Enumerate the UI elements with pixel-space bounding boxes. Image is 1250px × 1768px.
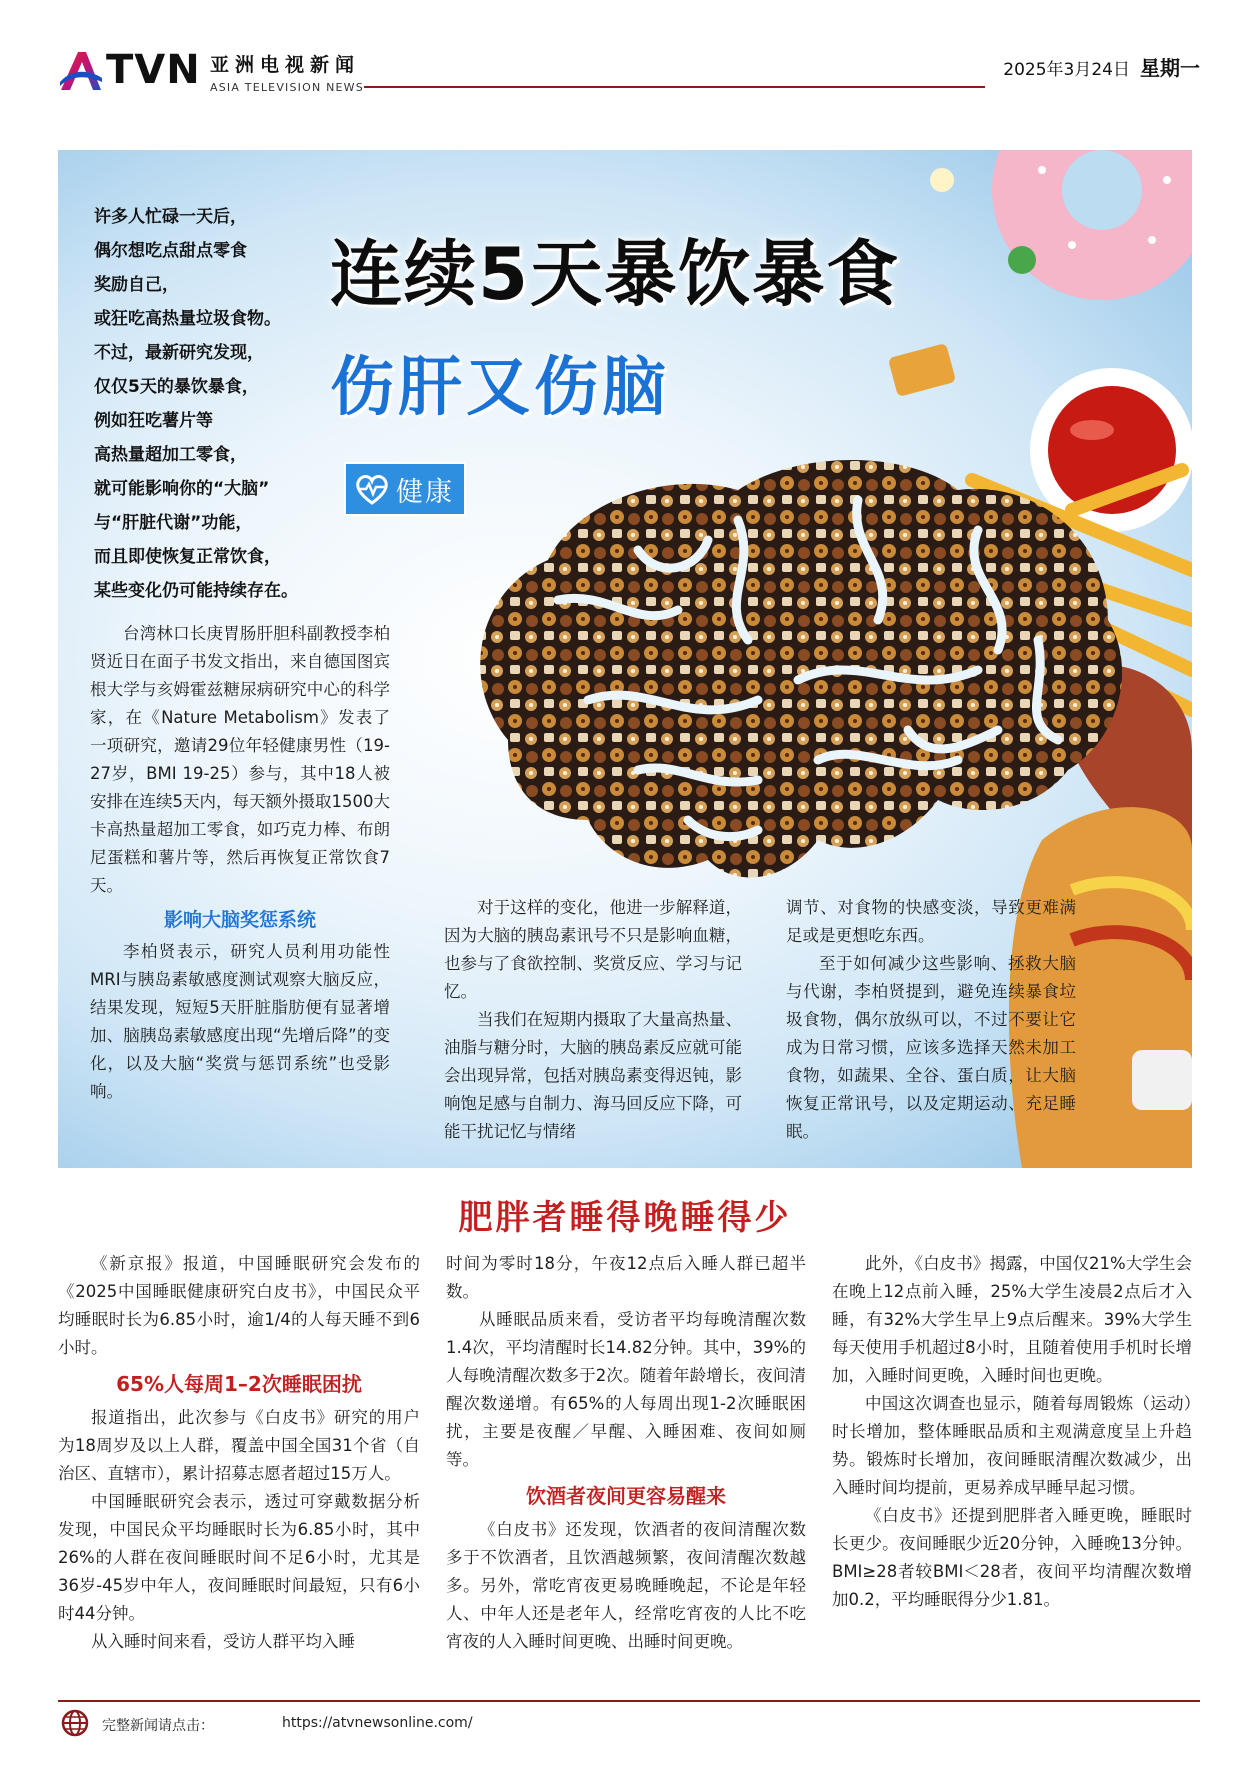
globe-icon: [60, 1708, 90, 1738]
footer-rule: [58, 1700, 1200, 1702]
masthead: [58, 44, 1200, 104]
article-title: 肥胖者睡得晚睡得少: [458, 1198, 792, 1238]
issue-date: 2025年3月24日: [1003, 60, 1130, 80]
brand-name-cn: 亚洲电视新闻: [210, 54, 361, 76]
article-paragraph: 《新京报》报道，中国睡眠研究会发布的《2025中国睡眠健康研究白皮书》，中国民众平均睡眠时长为6.85小时，逾1/4的人每天睡不到6小时。: [58, 1254, 420, 1357]
intro-line: 偶尔想吃点甜点零食: [94, 241, 247, 261]
feature-headline-sub: 伤肝又伤脑: [330, 351, 670, 425]
feature-paragraph: 调节、对食物的快感变淡，导致更难满足或是更想吃东西。: [786, 898, 1076, 945]
issue-weekday: 星期一: [1140, 56, 1200, 80]
article-paragraph: 《白皮书》还发现，饮酒者的夜间清醒次数多于不饮酒者，且饮酒越频繁，夜间清醒次数越多。另外，常吃宵夜更易晚睡晚起，不论是年轻人、中年人还是老年人，经常吃宵夜的人比不吃宵夜的人入睡时间更晚、出睡时间更晚。: [446, 1520, 806, 1651]
intro-line: 仅仅5天的暴饮暴食，: [94, 377, 259, 397]
page-footer: [58, 1700, 1200, 1740]
intro-line: 或狂吃高热量垃圾食物。: [94, 309, 281, 329]
intro-line: 例如狂吃薯片等: [94, 411, 213, 431]
intro-line: 就可能影响你的“大脑”: [94, 479, 270, 499]
feature-headline: 连续5天暴饮暴食: [330, 232, 901, 316]
article-paragraph: 《白皮书》还提到肥胖者入睡更晚，睡眠时长更少。夜间睡眠少近20分钟，入睡晚13分钟。BMI≥28者较BMI＜28者，夜间平均清醒次数增加0.2，平均睡眠得分少1.81。: [832, 1506, 1192, 1609]
intro-line: 而且即使恢复正常饮食，: [94, 547, 281, 567]
masthead-rule: [364, 86, 985, 88]
feature-paragraph: 至于如何减少这些影响、拯救大脑与代谢，李柏贤提到，避免连续暴食垃圾食物，偶尔放纵可以，不过不要让它成为日常习惯，应该多选择天然未加工食物，如蔬果、全谷、蛋白质，让大脑恢复正常讯号，以及定期运动、充足睡眠。: [786, 954, 1076, 1141]
article-paragraph: 从睡眠品质来看，受访者平均每晚清醒次数1.4次，平均清醒时长14.82分钟。其中，39%的人每晚清醒次数多于2次。随着年龄增长，夜间清醒次数递增。有65%的人每周出现1-2次睡眠困扰，主要是夜醒／早醒、入睡困难、夜间如厕等。: [446, 1310, 806, 1469]
brand-block: [210, 50, 364, 94]
intro-line: 不过，最新研究发现，: [94, 343, 264, 363]
heart-pulse-icon: [352, 469, 392, 509]
article-paragraph: 此外，《白皮书》揭露，中国仅21%大学生会在晚上12点前入睡，25%大学生凌晨2点后才入睡，有32%大学生早上9点后醒来。39%大学生每天使用手机超过8小时，且随着使用手机时长增加，入睡时间更晚，入睡时间也更晚。: [832, 1254, 1192, 1385]
feature-paragraph: 当我们在短期内摄取了大量高热量、油脂与糖分时，大脑的胰岛素反应就可能会出现异常，包括对胰岛素变得迟钝，影响饱足感与自制力、海马回反应下降，可能干扰记忆与情绪: [444, 1010, 742, 1141]
article-column-3: [832, 1250, 1192, 1614]
footer-label: 完整新闻请点击：: [102, 1718, 214, 1734]
article-subheading: 65%人每周1–2次睡眠困扰: [116, 1372, 362, 1396]
feature-paragraph: 李柏贤表示，研究人员利用功能性MRI与胰岛素敏感度测试观察大脑反应，结果发现，短短5天肝脏脂肪便有显著增加、脑胰岛素敏感度出现“先增后降”的变化，以及大脑“奖赏与惩罚系统”也受影响。: [90, 942, 390, 1101]
feature-paragraph: 台湾林口长庚胃肠肝胆科副教授李柏贤近日在面子书发文指出，来自德国图宾根大学与亥姆霍兹糖尿病研究中心的科学家，在《Nature Metabolism》发表了一项研究，邀请29位年轻健康男性（19-27岁，BMI 19-25）参与，其中18人被安排在连续5天内，每天额外摄取1500大卡高热量超加工零食，如巧克力棒、布朗尼蛋糕和薯片等，然后再恢复正常饮食7天。: [90, 624, 390, 895]
issue-date-block: [1003, 52, 1200, 81]
brand-name-en: ASIA TELEVISION NEWS: [210, 81, 364, 94]
article-paragraph: 报道指出，此次参与《白皮书》研究的用户为18周岁及以上人群，覆盖中国全国31个省（自治区、直辖市），累计招募志愿者超过15万人。: [58, 1408, 420, 1483]
intro-line: 奖励自己，: [94, 275, 179, 295]
atvn-logo[interactable]: TVN: [58, 48, 201, 92]
article-subheading: 饮酒者夜间更容易醒来: [526, 1484, 726, 1508]
food-brain-illustration: [438, 440, 1138, 900]
feature-paragraph: 对于这样的变化，他进一步解释道，因为大脑的胰岛素讯号不只是影响血糖，也参与了食欲控制、奖赏反应、学习与记忆。: [444, 898, 742, 1001]
intro-line: 与“肝脏代谢”功能，: [94, 513, 253, 533]
feature-column-1: [90, 620, 390, 1106]
article-paragraph: 中国睡眠研究会表示，透过可穿戴数据分析发现，中国民众平均睡眠时长为6.85小时，其中26%的人群在夜间睡眠时间不足6小时，尤其是36岁-45岁中年人，夜间睡眠时间最短，只有6小时44分钟。: [58, 1492, 420, 1623]
feature-column-3: [786, 894, 1076, 1146]
feature-column-2: [444, 894, 742, 1146]
intro-line: 某些变化仍可能持续存在。: [94, 581, 298, 601]
feature-subheading: 影响大脑奖惩系统: [163, 909, 316, 931]
footer-link[interactable]: https://atvnewsonline.com/: [282, 1715, 473, 1731]
feature-panel: [58, 150, 1192, 1168]
health-section-tag[interactable]: [344, 462, 466, 516]
article-paragraph: 中国这次调查也显示，随着每周锻炼（运动）时长增加，整体睡眠品质和主观满意度呈上升趋势。锻炼时长增加，夜间睡眠清醒次数减少，出入睡时间均提前，更易养成早睡早起习惯。: [832, 1394, 1192, 1497]
article-column-1: [58, 1250, 420, 1656]
intro-line: 许多人忙碌一天后，: [94, 207, 247, 227]
atvn-logo-mark-icon: [58, 48, 104, 92]
article-column-2: [446, 1250, 806, 1656]
health-tag-label: 健康: [396, 476, 454, 508]
article-paragraph: 时间为零时18分，午夜12点后入睡人群已超半数。: [446, 1254, 806, 1301]
intro-line: 高热量超加工零食，: [94, 445, 247, 465]
article-paragraph: 从入睡时间来看，受访人群平均入睡: [91, 1632, 355, 1651]
